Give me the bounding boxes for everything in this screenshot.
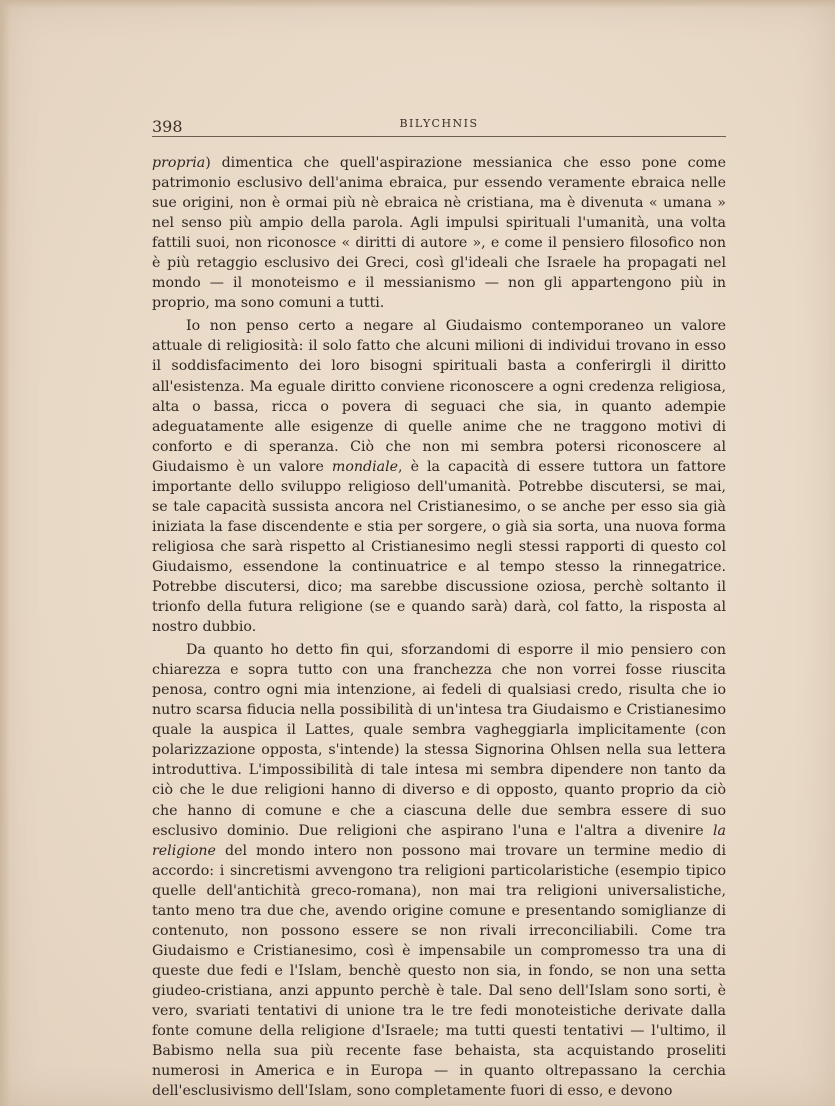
paragraph-2-text-part-1: Io non penso certo a negare al Giudaismo contemporaneo un valore attuale di religiosità: il solo fatto che alcuni milioni di individui trovano in esso il soddisfacimento dei loro bisogni spirituali basta a conferirgli il diritto all'esistenza. Ma eguale diritto conviene riconoscere a ogni credenza religiosa, alta o bassa, ricca o povera di seguaci che sia, in quanto adempie adeguatamente alle esigenze di quelle anime che ne traggono motivi di conforto e di speranza. Ciò che non mi sembra potersi riconoscere al Giudaismo è un valore	[152, 318, 726, 475]
running-head: BILYCHNIS	[399, 117, 479, 130]
header-rule	[152, 136, 726, 137]
paragraph-2	[152, 316, 726, 637]
paragraph-3-text-part-2: del mondo intero non possono mai trovare un termine medio di accordo: i sincretismi avvengono tra religioni particolaristiche (esempio tipico quelle dell'antichità greco-romana), non mai tra religioni universalistiche, tanto meno tra due che, avendo origine comune e presentando somiglianze di contenuto, non possono essere se non rivali irreconciliabili. Come tra Giudaismo e Cristianesimo, così è impensabile un compromesso tra una di queste due fedi e l'Islam, benchè questo non sia, in fondo, se non una setta giudeo-cristiana, anzi appunto perchè è tale. Dal seno dell'Islam sono sorti, è vero, svariati tentativi di unione tra le tre fedi monoteistiche derivate dalla fonte comune della religione d'Israele; ma tutti questi tentativi — l'ultimo, il Babismo nella sua più recente fase behaista, sta acquistando proseliti numerosi in America e in Europa — in quanto oltrepassano la cerchia dell'esclusivismo dell'Islam, sono completamente fuori di esso, e devono	[152, 842, 726, 1100]
page-edge-shadow	[0, 0, 10, 1106]
page-header	[152, 113, 726, 141]
paragraph-2-italic-word: mondiale	[331, 458, 399, 475]
page-top-shadow	[0, 0, 835, 8]
paragraph-2-text-part-2: , è la capacità di essere tuttora un fattore importante dello sviluppo religioso dell'umanità. Potrebbe discutersi, se mai, se tale capacità sussista ancora nel Cristianesimo, o se anche per esso sia già iniziata la fase discendente e stia per sorgere, o già sia sorta, una nuova forma religiosa che sarà rispetto al Cristianesimo negli stessi rapporti di questo col Giudaismo, essendone la continuatrice e al tempo stesso la rinnegatrice. Potrebbe discutersi, dico; ma sarebbe discussione oziosa, perchè soltanto il trionfo della futura religione (se e quando sarà) darà, col fatto, la risposta al nostro dubbio.	[152, 458, 726, 636]
paragraph-1-italic-word: propria	[152, 155, 206, 171]
body-text	[152, 153, 726, 1101]
paragraph-3-text-part-1: Da quanto ho detto fin qui, sforzandomi di esporre il mio pensiero con chiarezza e sopra tutto con una franchezza che non vorrei fosse riuscita penosa, contro ogni mia intenzione, ai fedeli di qualsiasi credo, risulta che io nutro scarsa fiducia nella possibilità di un'intesa tra Giudaismo e Cristianesimo quale la auspica il Lattes, quale sembra vagheggiarla implicitamente (con polarizzazione opposta, s'intende) la stessa Signorina Ohlsen nella sua lettera introduttiva. L'impossibilità di tale intesa mi sembra dipendere non tanto da ciò che le due religioni hanno di diverso e di opposto, quanto proprio da ciò che hanno di comune e che a ciascuna delle due sembra essere di suo esclusivo dominio. Due religioni che aspirano l'una e l'altra a divenire	[152, 642, 726, 839]
paragraph-1	[152, 153, 726, 313]
page-number: 398	[152, 117, 183, 136]
paragraph-1-text: ) dimentica che quell'aspirazione messianica che esso pone come patrimonio esclusivo dell'anima ebraica, pur essendo veramente ebraica nelle sue origini, non è ormai più nè ebraica nè cristiana, ma è divenuta « umana » nel senso più ampio della parola. Agli impulsi spirituali l'umanità, una volta fattili suoi, non riconosce « diritti di autore », e come il pensiero filosofico non è più retaggio esclusivo dei Greci, così gl'ideali che Israele ha propagati nel mondo — il monoteismo e il messianismo — non gli appartengono più in proprio, ma sono comuni a tutti.	[152, 155, 726, 312]
paragraph-3-italic-phrase: la religione	[152, 822, 726, 859]
paragraph-3	[152, 640, 726, 1101]
